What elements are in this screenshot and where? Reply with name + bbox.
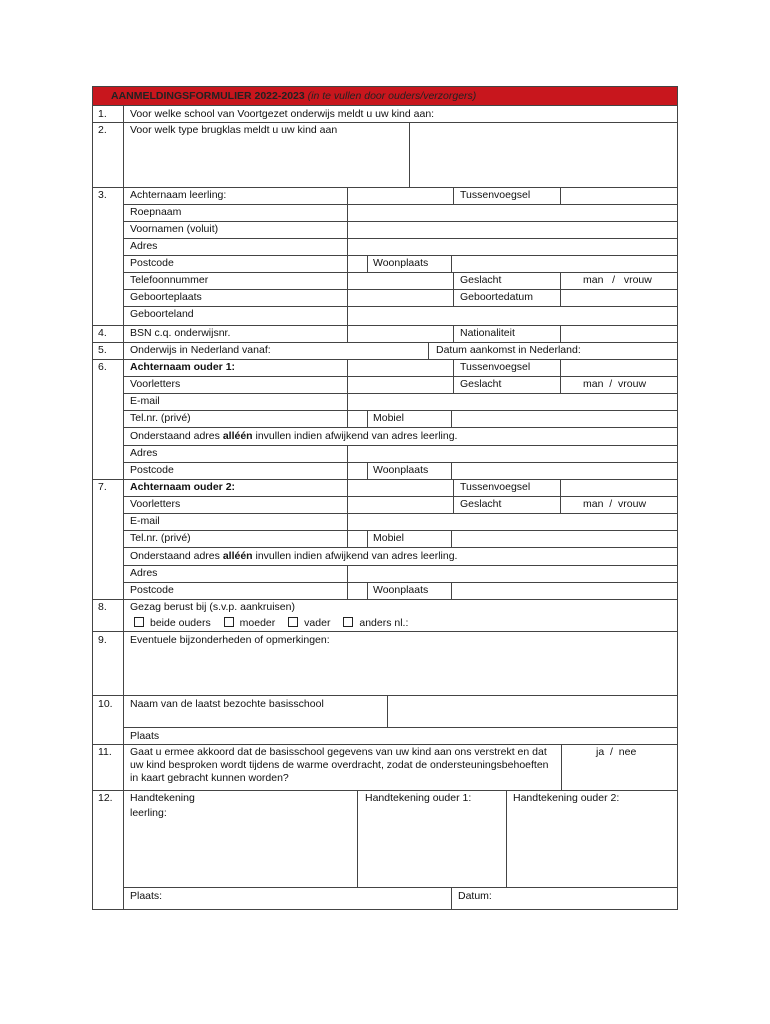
telprive-label: Tel.nr. (privé) xyxy=(130,412,191,424)
gezag-option-beide-ouders[interactable]: beide ouders xyxy=(134,617,211,629)
telprive-ouder2-field[interactable] xyxy=(347,530,368,548)
postcode-ouder2-field[interactable] xyxy=(347,582,368,600)
mobiel-ouder1-field[interactable] xyxy=(451,410,678,428)
geboortedatum-field[interactable] xyxy=(560,289,678,307)
telprive-label: Tel.nr. (privé) xyxy=(130,532,191,544)
tussenvoegsel-ouder1-field[interactable] xyxy=(560,359,678,377)
adres-ouder2-field[interactable] xyxy=(347,565,678,583)
adres-ouder1-field[interactable] xyxy=(347,445,678,463)
email-label: E-mail xyxy=(130,395,160,407)
adres-leerling-field[interactable] xyxy=(347,238,678,256)
num-cell-9 xyxy=(92,631,124,696)
handtekening-plaats-field[interactable] xyxy=(123,887,452,910)
achternaam-leerling-label: Achternaam leerling: xyxy=(130,189,227,201)
num-cell-5 xyxy=(92,342,124,360)
achternaam-ouder2-label: Achternaam ouder 2: xyxy=(130,481,236,493)
voorletters-ouder2-field[interactable] xyxy=(347,496,454,514)
mobiel-label: Mobiel xyxy=(373,532,404,544)
row-number: 12. xyxy=(98,792,113,804)
brugklas-label: Voor welk type brugklas meldt u uw kind aan xyxy=(130,124,338,136)
num-cell-4 xyxy=(92,325,124,343)
tussenvoegsel-label: Tussenvoegsel xyxy=(460,481,531,493)
postcode-label: Postcode xyxy=(130,257,174,269)
postcode-leerling-field[interactable] xyxy=(347,255,368,273)
woonplaats-leerling-field[interactable] xyxy=(451,255,678,273)
onderwijs-vanaf-label: Onderwijs in Nederland vanaf: xyxy=(130,344,271,356)
row-number: 3. xyxy=(98,189,107,201)
row-number: 5. xyxy=(98,344,107,356)
gezag-option-vader[interactable]: vader xyxy=(288,617,330,629)
gezag-option-moeder[interactable]: moeder xyxy=(224,617,276,629)
num-cell-1 xyxy=(92,105,124,123)
num-cell-12 xyxy=(92,790,124,910)
email-label: E-mail xyxy=(130,515,160,527)
geslacht-options: man / vrouw xyxy=(583,274,652,286)
basisschool-field[interactable] xyxy=(387,695,678,728)
geboorteplaats-label: Geboorteplaats xyxy=(130,291,202,303)
num-cell-3 xyxy=(92,187,124,326)
handtekening-leerling-label: Handtekening xyxy=(130,792,195,804)
row-number: 1. xyxy=(98,108,107,120)
handtekening-ouder2-label: Handtekening ouder 2: xyxy=(513,792,620,804)
row-number: 4. xyxy=(98,327,107,339)
achternaam-ouder1-label: Achternaam ouder 1: xyxy=(130,361,236,373)
row-number: 7. xyxy=(98,481,107,493)
geslacht-label: Geslacht xyxy=(460,498,502,510)
gezag-options xyxy=(134,617,418,630)
basisschool-plaats-label: Plaats xyxy=(130,730,160,742)
mobiel-label: Mobiel xyxy=(373,412,404,424)
checkbox-icon[interactable] xyxy=(224,617,234,627)
row-number: 6. xyxy=(98,361,107,373)
adres-label: Adres xyxy=(130,567,158,579)
adres-afwijkend-note: Onderstaand adres alléén invullen indien afwijkend van adres leerling. xyxy=(130,550,458,562)
geboorteland-label: Geboorteland xyxy=(130,308,194,320)
achternaam-leerling-field[interactable] xyxy=(347,187,454,205)
woonplaats-label: Woonplaats xyxy=(373,584,429,596)
tussenvoegsel-label: Tussenvoegsel xyxy=(460,189,531,201)
postcode-ouder1-field[interactable] xyxy=(347,462,368,480)
basisschool-plaats-field[interactable] xyxy=(123,727,678,745)
achternaam-ouder2-field[interactable] xyxy=(347,479,454,497)
postcode-label: Postcode xyxy=(130,584,174,596)
handtekening-plaats-label: Plaats: xyxy=(130,890,163,902)
form-subtitle: (in te vullen door ouders/verzorgers) xyxy=(307,90,477,102)
tussenvoegsel-label: Tussenvoegsel xyxy=(460,361,531,373)
row-number: 9. xyxy=(98,634,107,646)
adres-afwijkend-note: Onderstaand adres alléén invullen indien afwijkend van adres leerling. xyxy=(130,430,458,442)
checkbox-icon[interactable] xyxy=(134,617,144,627)
roepnaam-label: Roepnaam xyxy=(130,206,182,218)
email-ouder1-field[interactable] xyxy=(347,393,678,411)
voorletters-label: Voorletters xyxy=(130,378,181,390)
geboorteland-field[interactable] xyxy=(347,306,678,326)
handtekening-datum-label: Datum: xyxy=(458,890,492,902)
woonplaats-ouder1-field[interactable] xyxy=(451,462,678,480)
opmerkingen-label: Eventuele bijzonderheden of opmerkingen: xyxy=(130,634,330,646)
mobiel-ouder2-field[interactable] xyxy=(451,530,678,548)
voorletters-ouder1-field[interactable] xyxy=(347,376,454,394)
bsn-label: BSN c.q. onderwijsnr. xyxy=(130,327,231,339)
num-cell-8 xyxy=(92,599,124,632)
nationaliteit-field[interactable] xyxy=(560,325,678,343)
telefoon-label: Telefoonnummer xyxy=(130,274,209,286)
checkbox-icon[interactable] xyxy=(288,617,298,627)
num-cell-6 xyxy=(92,359,124,480)
geslacht-label: Geslacht xyxy=(460,378,502,390)
voornamen-field[interactable] xyxy=(347,221,678,239)
achternaam-ouder1-field[interactable] xyxy=(347,359,454,377)
form-title: AANMELDINGSFORMULIER 2022-2023 (in te vullen door ouders/verzorgers) xyxy=(111,90,477,102)
voornamen-label: Voornamen (voluit) xyxy=(130,223,219,235)
row-number: 10. xyxy=(98,698,113,710)
woonplaats-label: Woonplaats xyxy=(373,464,429,476)
handtekening-leerling-label-2: leerling: xyxy=(130,807,167,819)
row-number: 11. xyxy=(98,746,112,758)
aankomst-label: Datum aankomst in Nederland: xyxy=(436,344,581,356)
num-cell-7 xyxy=(92,479,124,600)
geslacht-options: man / vrouw xyxy=(583,378,647,390)
num-cell-2 xyxy=(92,122,124,188)
bsn-field[interactable] xyxy=(347,325,454,343)
telprive-ouder1-field[interactable] xyxy=(347,410,368,428)
email-ouder2-field[interactable] xyxy=(347,513,678,531)
gezag-option-anders[interactable]: anders nl.: xyxy=(343,617,408,629)
tussenvoegsel-leerling-field[interactable] xyxy=(560,187,678,205)
geslacht-label: Geslacht xyxy=(460,274,502,286)
form-header xyxy=(92,86,678,106)
postcode-label: Postcode xyxy=(130,464,174,476)
brugklas-field[interactable] xyxy=(409,122,678,188)
handtekening-ouder1-label: Handtekening ouder 1: xyxy=(365,792,472,804)
checkbox-icon[interactable] xyxy=(343,617,353,627)
row-number: 8. xyxy=(98,601,107,613)
row-number: 2. xyxy=(98,124,107,136)
woonplaats-ouder2-field[interactable] xyxy=(451,582,678,600)
voorletters-label: Voorletters xyxy=(130,498,181,510)
adres-label: Adres xyxy=(130,240,158,252)
geslacht-options: man / vrouw xyxy=(583,498,647,510)
telefoon-leerling-field[interactable] xyxy=(347,272,454,290)
school-label: Voor welke school van Voortgezet onderwijs meldt u uw kind aan: xyxy=(130,108,435,120)
geboortedatum-label: Geboortedatum xyxy=(460,291,533,303)
adres-label: Adres xyxy=(130,447,158,459)
tussenvoegsel-ouder2-field[interactable] xyxy=(560,479,678,497)
roepnaam-field[interactable] xyxy=(347,204,678,222)
akkoord-options: ja / nee xyxy=(596,746,637,758)
akkoord-question: Gaat u ermee akkoord dat de basisschool gegevens van uw kind aan ons verstrekt en dat uw kind besproken wordt tijdens de warme overdracht, zodat de ondersteuningsbehoeften in kaart gebracht kunnen worden? xyxy=(130,746,549,784)
nationaliteit-label: Nationaliteit xyxy=(460,327,515,339)
woonplaats-label: Woonplaats xyxy=(373,257,429,269)
geboorteplaats-field[interactable] xyxy=(347,289,454,307)
gezag-label: Gezag berust bij (s.v.p. aankruisen) xyxy=(130,601,295,613)
basisschool-label: Naam van de laatst bezochte basisschool xyxy=(130,698,324,710)
